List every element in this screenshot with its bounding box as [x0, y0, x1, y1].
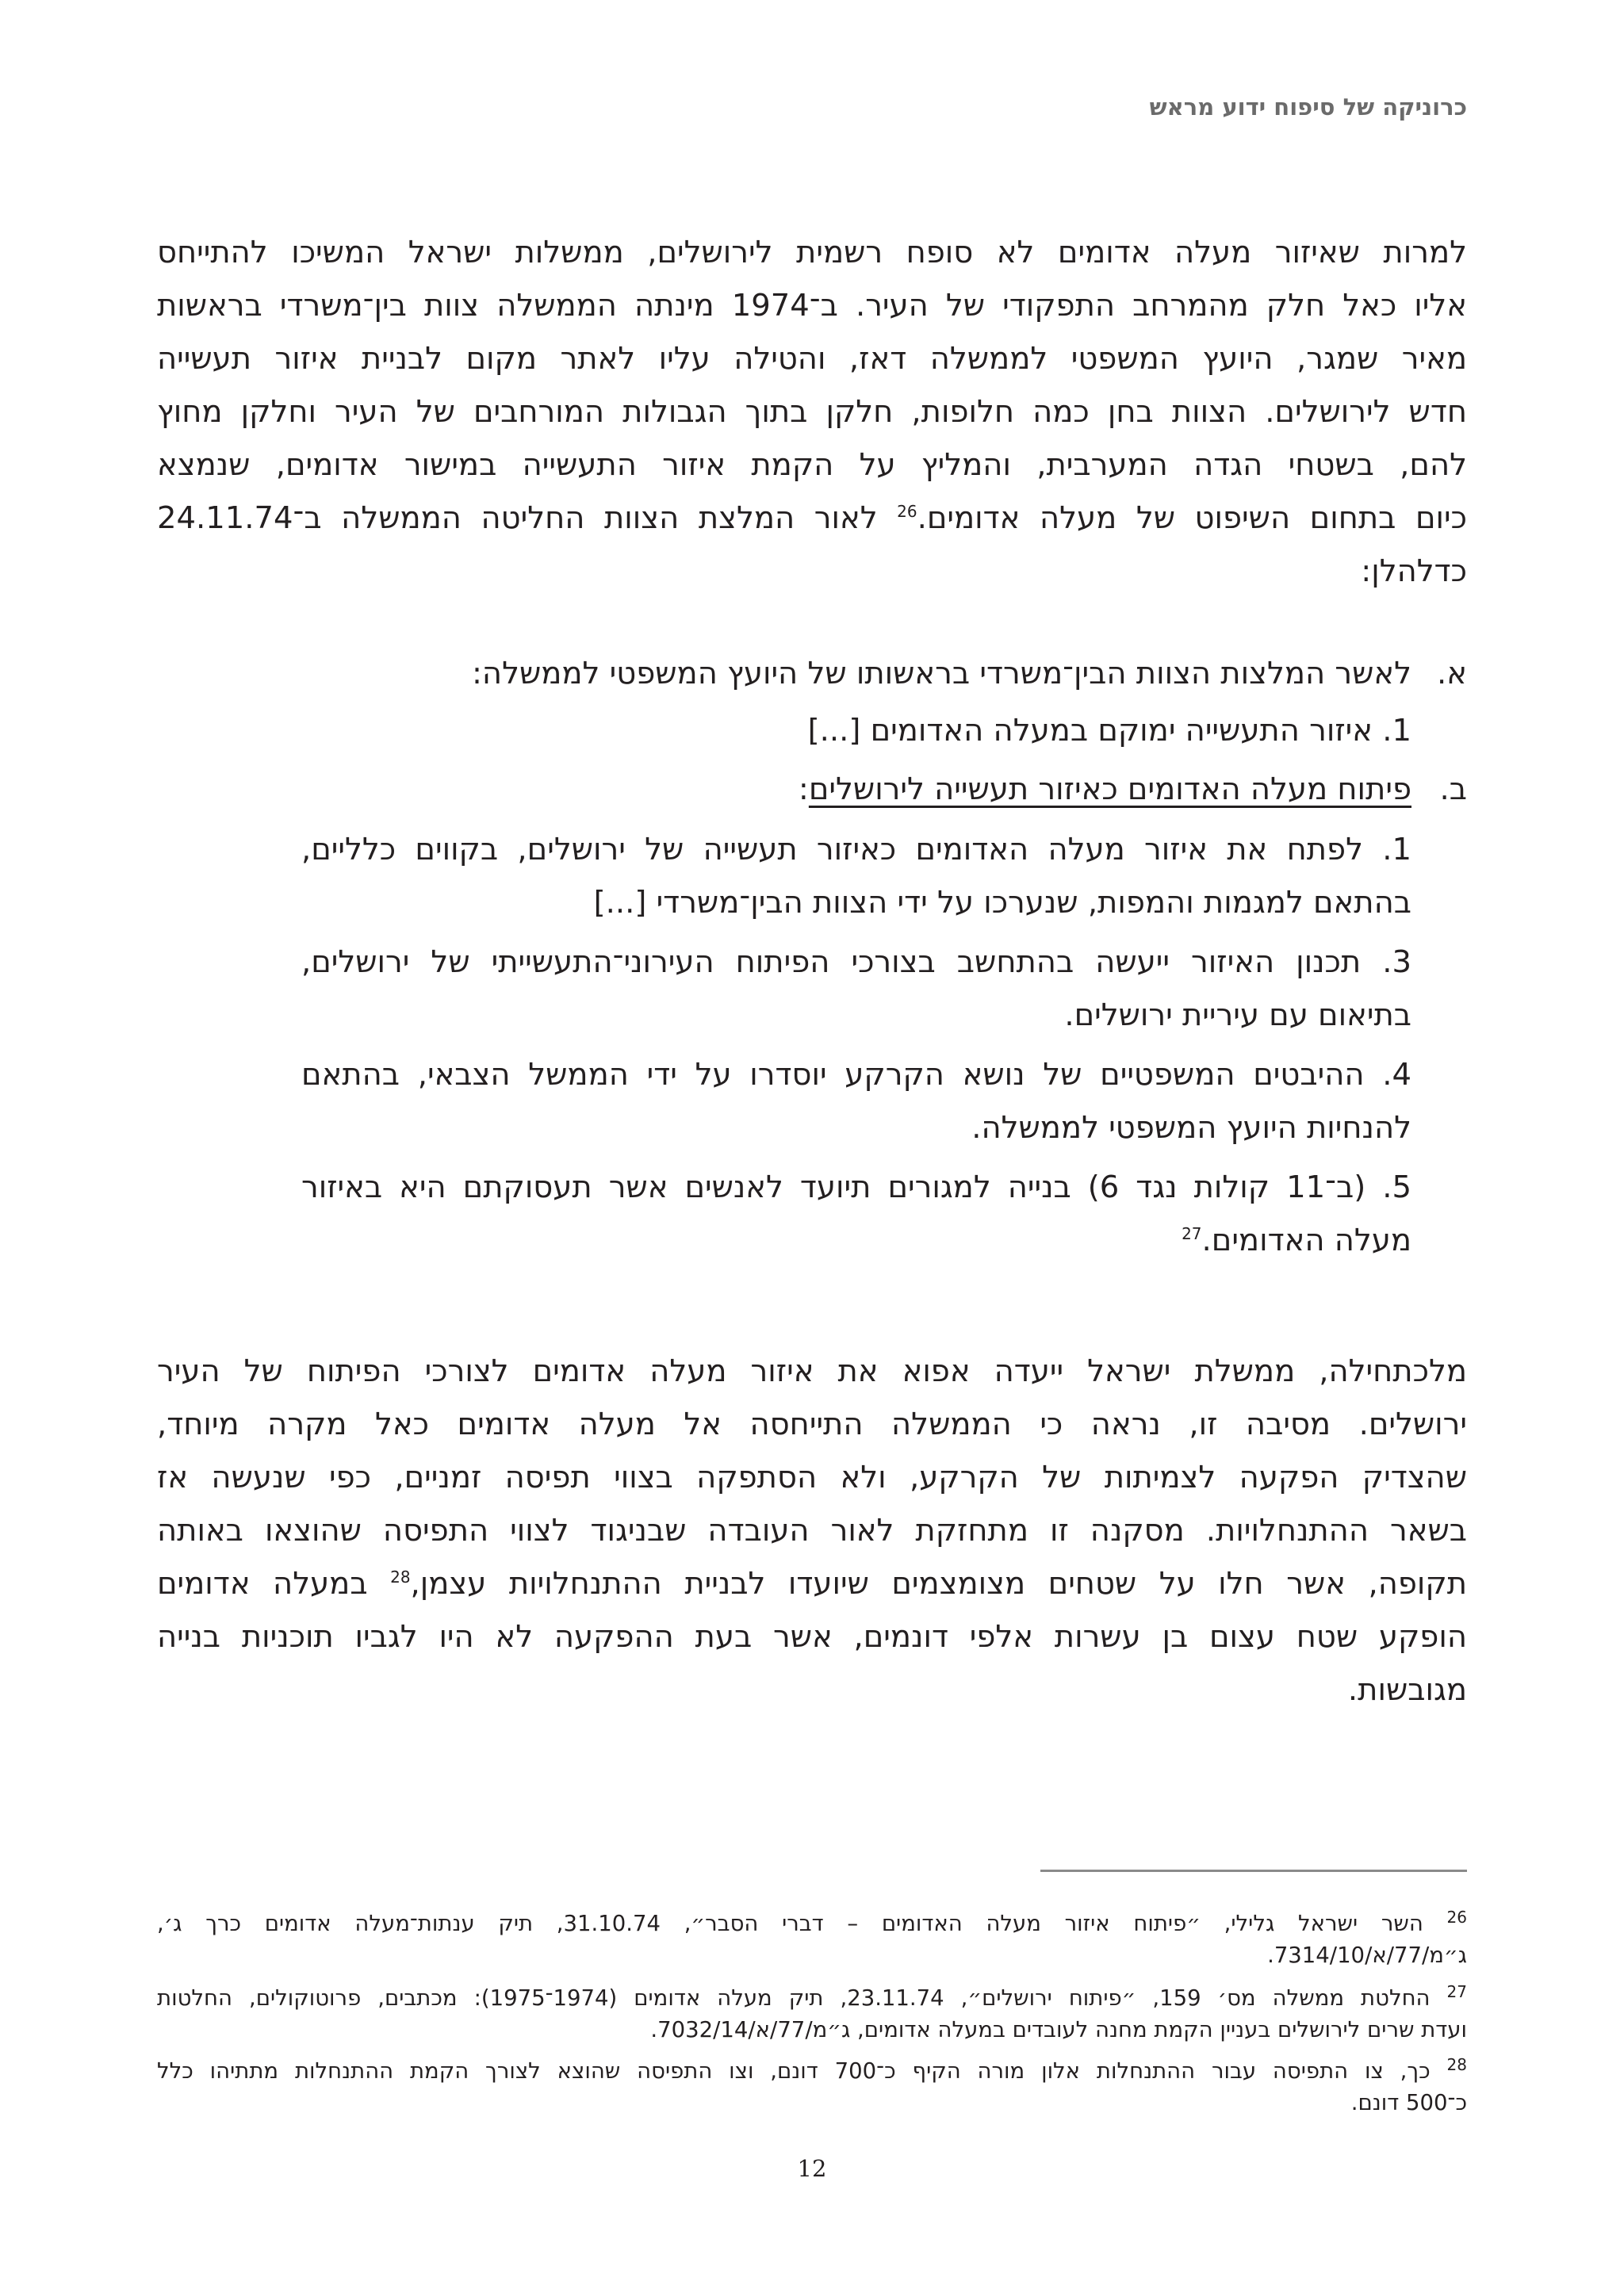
text-line: 4. ההיבטים המשפטיים של נושא הקרקע יוסדרו על ידי הממשל הצבאי, בהתאם: [301, 1057, 1411, 1093]
item-text: 1. איזור התעשייה ימוקם במעלה האדומים [...]: [807, 713, 1411, 748]
text-line: להנחיות היועץ המשפטי לממשלה.: [971, 1110, 1411, 1146]
body-paragraph-1: [157, 226, 1467, 598]
quote-item-b: [157, 763, 1467, 816]
footnote-26: [157, 1908, 1467, 1971]
quote-item-b3: [301, 936, 1411, 1042]
quote-item-b4: [301, 1048, 1411, 1154]
footnote-line: ועדת שרים לירושלים בעניין הקמת מחנה לעובדים במעלה אדומים, ג״מ/77/א/7032/14.: [650, 2017, 1467, 2042]
text-line: הופקע שטח עצום בן עשרות אלפי דונמים, אשר בעת ההפקעה לא היו לגביו תוכניות בנייה: [157, 1619, 1467, 1655]
text-line: בהתאם למגמות והמפות, שנערכו על ידי הצוות הבין־משרדי [...]: [593, 885, 1411, 921]
body-paragraph-2: [157, 1345, 1467, 1717]
item-letter: ב.: [1439, 771, 1467, 807]
footnote-text: השר ישראל גלילי, ״פיתוח איזור מעלה האדומים – דברי הסבר״, 31.10.74, תיק ענתות־מעלה אדומים כרך ג׳,: [157, 1911, 1423, 1936]
footnote-line: כ־500 דונם.: [1350, 2090, 1467, 2115]
item-text: לאשר המלצות הצוות הבין־משרדי בראשותו של היועץ המשפטי לממשלה:: [471, 656, 1411, 691]
text-line: שהצדיק הפקעה לצמיתות של הקרקע, ולא הסתפקה בצווי תפיסה זמניים, כפי שנעשה אז: [157, 1460, 1467, 1495]
footnote-reference[interactable]: 27: [1182, 1224, 1202, 1244]
page-number: 12: [797, 2155, 827, 2182]
footnote-text: החלטת ממשלה מס׳ 159, ״פיתוח ירושלים״, 23.11.74, תיק מעלה אדומים (1974־1975): מכתבים, פרוטוקולים, החלטות: [157, 1985, 1431, 2011]
footnote-line: [157, 1908, 1467, 1939]
footnote-number: 27: [1446, 1981, 1467, 2001]
text-line: ירושלים. מסיבה זו, נראה כי הממשלה התייחסה אל מעלה אדומים כאל מקרה מיוחד,: [157, 1407, 1467, 1442]
text-line: 3. תכנון האיזור ייעשה בהתחשב בצורכי הפיתוח העירוני־התעשייתי של ירושלים,: [301, 944, 1411, 980]
government-decision-quote: [157, 647, 1467, 1281]
text-line: מגובשות.: [1347, 1672, 1467, 1708]
text-line: [301, 1214, 1411, 1267]
text-segment: תקופה, אשר חלו על שטחים מצומצמים שיועדו לבניית ההתנחלויות עצמן,: [410, 1566, 1467, 1602]
quote-item-a: [157, 647, 1467, 700]
text-line: למרות שאיזור מעלה אדומים לא סופח רשמית לירושלים, ממשלות ישראל המשיכו להתייחס: [157, 235, 1467, 270]
footnote-number: 26: [1446, 1907, 1467, 1927]
text-line: להם, בשטחי הגדה המערבית, והמליץ על הקמת איזור התעשייה במישור אדומים, שנמצא: [157, 447, 1467, 483]
footnote-reference[interactable]: 26: [897, 502, 917, 522]
text-line: כדלהלן:: [1361, 553, 1467, 589]
footnote-27: [157, 1982, 1467, 2046]
text-line: אליו כאל חלק מהמרחב התפקודי של העיר. ב־1974 מינתה הממשלה צוות בין־משרדי בראשות: [157, 288, 1467, 323]
quote-item-b1: [301, 823, 1411, 929]
text-segment: מעלה האדומים.: [1201, 1223, 1411, 1258]
text-segment: כיום בתחום השיפוט של מעלה אדומים.: [917, 500, 1467, 536]
footnote-line: [157, 1982, 1467, 2014]
item-letter: א.: [1437, 656, 1467, 691]
underlined-heading: פיתוח מעלה האדומים כאיזור תעשייה לירושלים: [808, 771, 1411, 807]
text-line: בתיאום עם עיריית ירושלים.: [1064, 997, 1411, 1033]
text-line: בשאר ההתנחלויות. מסקנה זו מתחזקת לאור העובדה שבניגוד לצווי התפיסה שהוצאו באותה: [157, 1513, 1467, 1548]
text-line: 5. (ב־11 קולות נגד 6) בנייה למגורים תיועד לאנשים אשר תעסוקתם היא באיזור: [301, 1169, 1412, 1205]
running-header-title: כרוניקה של סיפוח ידוע מראש: [1149, 94, 1467, 121]
text-line: [157, 1557, 1467, 1610]
footnote-text: כך, צו התפיסה עבור ההתנחלות אלון מורה הקיף כ־700 דונם, וצו התפיסה שהוצא לצורך הקמת ההתנחלות מתתיהו כלל: [157, 2058, 1431, 2084]
footnote-28: [157, 2055, 1467, 2119]
text-line: [157, 492, 1467, 545]
text-segment: לאור המלצת הצוות החליטה הממשלה ב־24.11.74: [157, 500, 898, 536]
text-line: 1. לפתח את איזור מעלה האדומים כאיזור תעשייה של ירושלים, בקווים כלליים,: [301, 832, 1411, 867]
footnote-line: ג״מ/77/א/7314/10.: [1267, 1943, 1467, 1968]
footnote-reference[interactable]: 28: [390, 1568, 411, 1587]
text-line: מאיר שמגר, היועץ המשפטי לממשלה דאז, והטילה עליו לאתר מקום לבניית איזור תעשייה: [157, 341, 1467, 377]
footnote-line: [157, 2055, 1467, 2087]
quote-item-b5: [301, 1161, 1411, 1267]
heading-suffix: :: [798, 771, 809, 807]
text-line: מלכתחילה, ממשלת ישראל ייעדה אפוא את איזור מעלה אדומים לצורכי הפיתוח של העיר: [157, 1353, 1467, 1389]
footnote-number: 28: [1446, 2054, 1467, 2074]
item-text: [799, 763, 1411, 816]
footnote-separator: [1040, 1870, 1467, 1872]
text-line: חדש לירושלים. הצוות בחן כמה חלופות, חלקן בתוך הגבולות המורחבים של העיר וחלקן מחוץ: [157, 394, 1467, 430]
text-segment: במעלה אדומים: [157, 1566, 391, 1602]
